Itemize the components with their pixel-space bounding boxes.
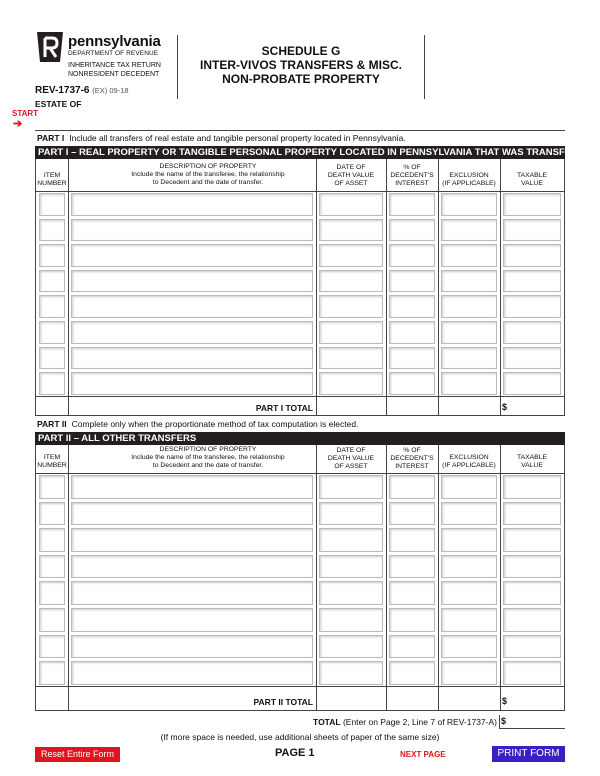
description-input[interactable]: [71, 372, 313, 395]
date-of-death-value-input[interactable]: [319, 661, 383, 685]
percent-interest-input[interactable]: [389, 244, 435, 267]
exclusion-input[interactable]: [441, 219, 497, 242]
date-of-death-value-input[interactable]: [319, 502, 383, 526]
part-total-percent-input[interactable]: [388, 688, 436, 707]
start-arrow-icon: ➔: [13, 118, 23, 130]
description-input[interactable]: [71, 219, 313, 242]
part2-intro: [37, 419, 358, 429]
col-item-number: ITEM NUMBER: [37, 454, 67, 469]
taxable-value-input[interactable]: [503, 193, 561, 216]
additional-space-note: (If more space is needed, use additional sheets of paper of the same size): [160, 732, 440, 742]
exclusion-input[interactable]: [441, 635, 497, 659]
part2-intro-text: Complete only when the proportionate method of tax computation is elected.: [71, 419, 359, 429]
exclusion-input[interactable]: [441, 372, 497, 395]
description-input[interactable]: [71, 555, 313, 579]
taxable-value-input[interactable]: [503, 270, 561, 293]
item-number-input[interactable]: [39, 475, 65, 499]
percent-interest-input[interactable]: [389, 528, 435, 552]
taxable-value-input[interactable]: [503, 475, 561, 499]
percent-interest-input[interactable]: [389, 581, 435, 605]
part1-intro-text: Include all transfers of real estate and tangible personal property located in Pennsylvania.: [69, 133, 406, 143]
header-divider: [36, 191, 564, 192]
column-divider: [500, 159, 501, 415]
date-of-death-value-input[interactable]: [319, 321, 383, 344]
percent-interest-input[interactable]: [389, 219, 435, 242]
total-row-divider: [36, 396, 564, 397]
grand-total-field[interactable]: [499, 728, 565, 729]
item-number-input[interactable]: [39, 635, 65, 659]
exclusion-input[interactable]: [441, 502, 497, 526]
description-input[interactable]: [71, 528, 313, 552]
title-line1: SCHEDULE G: [261, 44, 341, 58]
percent-interest-input[interactable]: [389, 475, 435, 499]
return-type-line2: NONRESIDENT DECEDENT: [68, 71, 160, 78]
exclusion-input[interactable]: [441, 608, 497, 632]
description-input[interactable]: [71, 295, 313, 318]
column-divider: [316, 159, 317, 415]
col-date-of-death-value: DATE OF DEATH VALUE OF ASSET: [327, 164, 375, 187]
description-input[interactable]: [71, 270, 313, 293]
exclusion-input[interactable]: [441, 347, 497, 370]
grand-total-dollar: $: [501, 716, 507, 726]
col-exclusion: EXCLUSION (IF APPLICABLE): [442, 172, 496, 187]
column-divider: [386, 159, 387, 415]
header-divider: [36, 473, 564, 474]
form-edition: (EX) 09-18: [92, 86, 129, 95]
item-number-input[interactable]: [39, 372, 65, 395]
exclusion-input[interactable]: [441, 528, 497, 552]
percent-interest-input[interactable]: [389, 347, 435, 370]
estate-of-field[interactable]: [35, 130, 565, 131]
date-of-death-value-input[interactable]: [319, 244, 383, 267]
grand-total-divider: [499, 715, 500, 728]
reset-form-button[interactable]: Reset Entire Form: [35, 747, 120, 762]
taxable-value-input[interactable]: [503, 608, 561, 632]
description-input[interactable]: [71, 347, 313, 370]
percent-interest-input[interactable]: [389, 295, 435, 318]
col-exclusion: EXCLUSION (IF APPLICABLE): [442, 454, 496, 469]
item-number-input[interactable]: [39, 661, 65, 685]
description-input[interactable]: [71, 244, 313, 267]
item-number-input[interactable]: [39, 528, 65, 552]
percent-interest-input[interactable]: [389, 661, 435, 685]
item-number-input[interactable]: [39, 347, 65, 370]
date-of-death-value-input[interactable]: [319, 475, 383, 499]
part2-intro-label: PART II: [37, 419, 67, 429]
description-input[interactable]: [71, 321, 313, 344]
taxable-value-input[interactable]: [503, 244, 561, 267]
percent-interest-input[interactable]: [389, 555, 435, 579]
part-total-taxable-input[interactable]: [512, 688, 562, 707]
exclusion-input[interactable]: [441, 321, 497, 344]
total-row-divider: [36, 686, 564, 687]
item-number-input[interactable]: [39, 555, 65, 579]
part-total-percent-input[interactable]: [388, 398, 436, 412]
print-form-button[interactable]: PRINT FORM: [492, 746, 565, 762]
grand-total-text: (Enter on Page 2, Line 7 of REV-1737-A): [342, 717, 497, 727]
column-divider: [68, 445, 69, 710]
part1-intro-label: PART I: [37, 133, 65, 143]
percent-interest-input[interactable]: [389, 372, 435, 395]
col-percent-interest: % OF DECEDENT'S INTEREST: [390, 447, 434, 470]
item-number-input[interactable]: [39, 193, 65, 216]
date-of-death-value-input[interactable]: [319, 193, 383, 216]
title-line3: NON-PROBATE PROPERTY: [222, 72, 380, 86]
col-item-number: ITEM NUMBER: [37, 172, 67, 187]
return-type-line1: INHERITANCE TAX RETURN: [68, 62, 161, 69]
percent-interest-input[interactable]: [389, 321, 435, 344]
date-of-death-value-input[interactable]: [319, 347, 383, 370]
taxable-value-input[interactable]: [503, 635, 561, 659]
date-of-death-value-input[interactable]: [319, 555, 383, 579]
taxable-value-input[interactable]: [503, 555, 561, 579]
column-divider: [68, 159, 69, 415]
taxable-value-input[interactable]: [503, 372, 561, 395]
col-taxable-value: TAXABLE VALUE: [516, 172, 548, 187]
item-number-input[interactable]: [39, 244, 65, 267]
exclusion-input[interactable]: [441, 581, 497, 605]
part1-title-bar: PART I – REAL PROPERTY OR TANGIBLE PERSONAL PROPERTY LOCATED IN PENNSYLVANIA THAT WAS TRANSFERRED: [35, 146, 565, 159]
percent-interest-input[interactable]: [389, 608, 435, 632]
date-of-death-value-input[interactable]: [319, 219, 383, 242]
next-page-link[interactable]: NEXT PAGE: [400, 750, 446, 759]
taxable-value-input[interactable]: [503, 347, 561, 370]
item-number-input[interactable]: [39, 502, 65, 526]
description-input[interactable]: [71, 502, 313, 526]
part-total-date-value-input[interactable]: [318, 398, 384, 412]
form-number-code: REV-1737-6: [35, 85, 90, 96]
exclusion-input[interactable]: [441, 475, 497, 499]
part-total-exclusion-input[interactable]: [440, 688, 498, 707]
percent-interest-input[interactable]: [389, 193, 435, 216]
taxable-value-input[interactable]: [503, 295, 561, 318]
brand-name: pennsylvania: [68, 33, 161, 50]
exclusion-input[interactable]: [441, 270, 497, 293]
page-number: PAGE 1: [275, 747, 315, 759]
column-divider: [438, 445, 439, 710]
part2-total-dollar: $: [502, 696, 508, 706]
part-total-date-value-input[interactable]: [318, 688, 384, 707]
grand-total-bold: TOTAL: [313, 717, 341, 727]
exclusion-input[interactable]: [441, 555, 497, 579]
percent-interest-input[interactable]: [389, 270, 435, 293]
form-number: [35, 85, 129, 96]
item-number-input[interactable]: [39, 295, 65, 318]
col-percent-interest: % OF DECEDENT'S INTEREST: [390, 164, 434, 187]
col-taxable-value: TAXABLE VALUE: [516, 454, 548, 469]
column-divider: [438, 159, 439, 415]
part1-table: [35, 159, 565, 416]
percent-interest-input[interactable]: [389, 502, 435, 526]
date-of-death-value-input[interactable]: [319, 295, 383, 318]
exclusion-input[interactable]: [441, 661, 497, 685]
keystone-logo-icon: [34, 30, 66, 64]
estate-of-label: ESTATE OF: [35, 99, 82, 109]
item-number-input[interactable]: [39, 219, 65, 242]
item-number-input[interactable]: [39, 321, 65, 344]
schedule-title: [178, 44, 424, 86]
taxable-value-input[interactable]: [503, 219, 561, 242]
date-of-death-value-input[interactable]: [319, 270, 383, 293]
taxable-value-input[interactable]: [503, 321, 561, 344]
col-description: DESCRIPTION OF PROPERTY Include the name of the transferee, the relationship to Decedent and the date of transfer.: [131, 163, 285, 186]
date-of-death-value-input[interactable]: [319, 608, 383, 632]
date-of-death-value-input[interactable]: [319, 372, 383, 395]
description-input[interactable]: [71, 635, 313, 659]
description-input[interactable]: [71, 661, 313, 685]
part1-total-dollar: $: [502, 402, 508, 412]
date-of-death-value-input[interactable]: [319, 635, 383, 659]
taxable-value-input[interactable]: [503, 661, 561, 685]
col-date-of-death-value: DATE OF DEATH VALUE OF ASSET: [327, 447, 375, 470]
taxable-value-input[interactable]: [503, 502, 561, 526]
description-input[interactable]: [71, 475, 313, 499]
description-input[interactable]: [71, 193, 313, 216]
description-input[interactable]: [71, 608, 313, 632]
item-number-input[interactable]: [39, 270, 65, 293]
date-of-death-value-input[interactable]: [319, 581, 383, 605]
taxable-value-input[interactable]: [503, 528, 561, 552]
exclusion-input[interactable]: [441, 295, 497, 318]
item-number-input[interactable]: [39, 608, 65, 632]
part-total-taxable-input[interactable]: [512, 398, 562, 412]
exclusion-input[interactable]: [441, 193, 497, 216]
percent-interest-input[interactable]: [389, 635, 435, 659]
part1-intro: [37, 133, 406, 143]
date-of-death-value-input[interactable]: [319, 528, 383, 552]
column-divider: [500, 445, 501, 710]
item-number-input[interactable]: [39, 581, 65, 605]
start-label: START: [12, 109, 39, 118]
part2-table: [35, 445, 565, 711]
header-divider-right: [424, 35, 425, 99]
column-divider: [316, 445, 317, 710]
taxable-value-input[interactable]: [503, 581, 561, 605]
exclusion-input[interactable]: [441, 244, 497, 267]
part-total-exclusion-input[interactable]: [440, 398, 498, 412]
description-input[interactable]: [71, 581, 313, 605]
part2-total-label: PART II TOTAL: [253, 697, 313, 707]
title-line2: INTER-VIVOS TRANSFERS & MISC.: [199, 58, 402, 72]
part1-total-label: PART I TOTAL: [255, 403, 313, 413]
department-name: DEPARTMENT OF REVENUE: [68, 50, 159, 57]
column-divider: [386, 445, 387, 710]
part2-title-bar: PART II – ALL OTHER TRANSFERS: [35, 432, 565, 445]
grand-total-label: [200, 717, 497, 727]
col-description: DESCRIPTION OF PROPERTY Include the name of the transferee, the relationship to Decedent and the date of transfer.: [131, 446, 285, 469]
